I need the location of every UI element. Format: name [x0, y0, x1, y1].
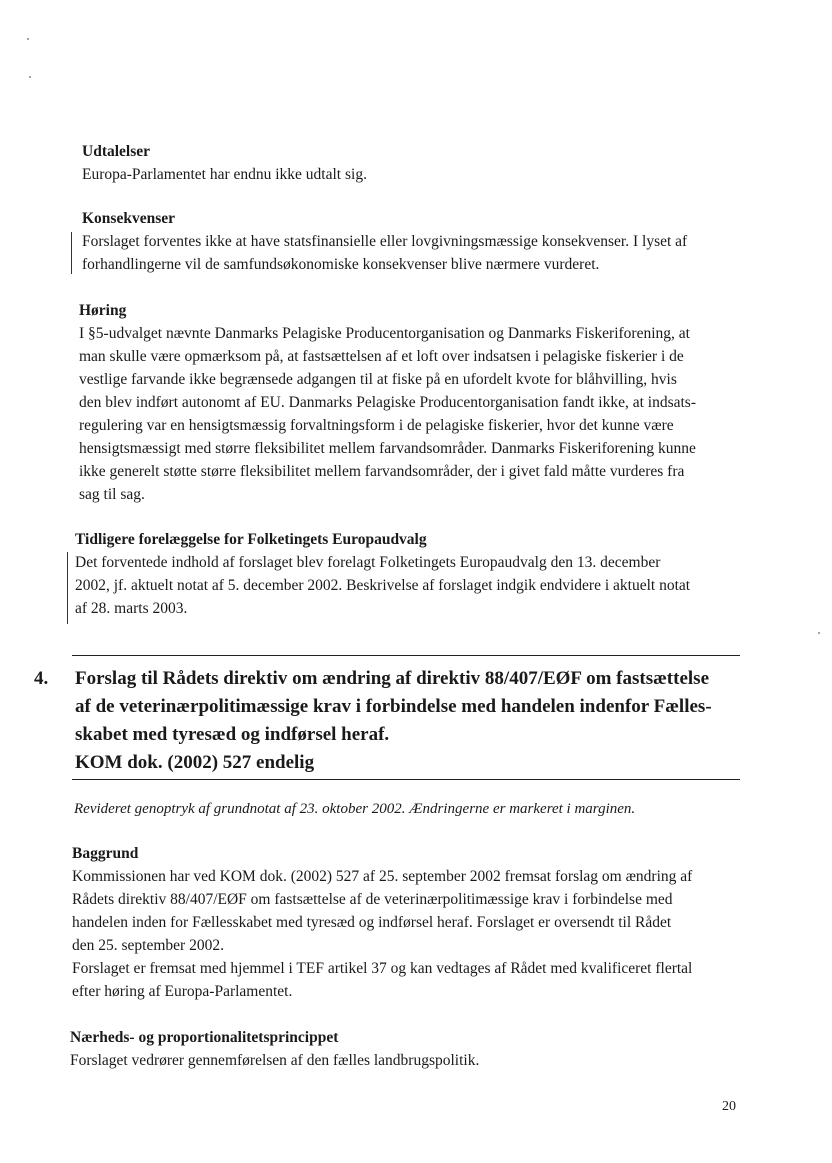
horing-line: hensigtsmæssigt med større fleksibilitet mellem farvandsområder. Danmarks Fiskeriforening kunne	[79, 440, 696, 457]
tidligere-line: Det forventede indhold af forslaget blev forelagt Folketingets Europaudvalg den 13. december	[75, 554, 661, 571]
baggrund-heading: Baggrund	[72, 845, 139, 862]
section-title	[75, 665, 712, 777]
scan-speck	[27, 38, 29, 40]
baggrund-line: handelen inden for Fællesskabet med tyresæd og indførsel heraf. Forslaget er oversendt til Rådet	[72, 914, 672, 931]
tidligere-section	[75, 529, 690, 620]
baggrund-line: efter høring af Europa-Parlamentet.	[72, 983, 293, 1000]
margin-change-bar	[71, 232, 72, 274]
udtalelser-heading: Udtalelser	[82, 143, 151, 160]
konsekvenser-line: forhandlingerne vil de samfundsøkonomiske konsekvenser blive nærmere vurderet.	[82, 256, 600, 273]
naerhed-section	[70, 1027, 479, 1072]
section-title-line: Forslag til Rådets direktiv om ændring af direktiv 88/407/EØF om fastsættelse	[75, 668, 710, 689]
baggrund-section	[72, 843, 692, 1003]
section-rule-bottom	[72, 779, 740, 780]
section-rule-top	[72, 655, 740, 656]
konsekvenser-heading: Konsekvenser	[82, 210, 175, 227]
konsekvenser-line: Forslaget forventes ikke at have statsfinansielle eller lovgivningsmæssige konsekvenser. I lyset af	[82, 233, 688, 250]
udtalelser-section	[82, 141, 367, 186]
tidligere-line: 2002, jf. aktuelt notat af 5. december 2002. Beskrivelse af forslaget indgik endvidere i aktuelt notat	[75, 577, 691, 594]
horing-line: ikke generelt støtte større fleksibilitet mellem farvandsområder, der i givet fald måtte vurderes fra	[79, 463, 685, 480]
horing-line: I §5-udvalget nævnte Danmarks Pelagiske Producentorganisation og Danmarks Fiskeriforening, at	[79, 325, 690, 342]
naerhed-heading: Nærheds- og proportionalitetsprincippet	[70, 1029, 339, 1046]
horing-line: vestlige farvande ikke begrænsede adgangen til at fiske på en ufordelt kvote for blåhvilling, hvis	[79, 371, 677, 388]
baggrund-line: den 25. september 2002.	[72, 937, 224, 954]
scan-speck	[29, 76, 31, 78]
udtalelser-line: Europa-Parlamentet har endnu ikke udtalt sig.	[82, 166, 367, 183]
baggrund-line: Kommissionen har ved KOM dok. (2002) 527 af 25. september 2002 fremsat forslag om ændring af	[72, 868, 693, 885]
revision-note: Revideret genoptryk af grundnotat af 23. oktober 2002. Ændringerne er markeret i marginen.	[74, 801, 636, 817]
scan-speck	[818, 632, 820, 634]
naerhed-line: Forslaget vedrører gennemførelsen af den fælles landbrugspolitik.	[70, 1052, 480, 1069]
section-title-line: skabet med tyresæd og indførsel heraf.	[75, 724, 390, 745]
page-number: 20	[722, 1099, 736, 1114]
tidligere-line: af 28. marts 2003.	[75, 600, 188, 617]
baggrund-line: Rådets direktiv 88/407/EØF om fastsættelse af de veterinærpolitimæssige krav i forbindelse med	[72, 891, 673, 908]
section-number: 4.	[34, 668, 49, 689]
baggrund-line: Forslaget er fremsat med hjemmel i TEF artikel 37 og kan vedtages af Rådet med kvalificeret flertal	[72, 960, 693, 977]
margin-change-bar	[67, 552, 68, 624]
horing-section	[79, 300, 696, 506]
horing-line: den blev indført autonomt af EU. Danmarks Pelagiske Producentorganisation fandt ikke, at indsats-	[79, 394, 696, 411]
section-title-line: af de veterinærpolitimæssige krav i forbindelse med handelen indenfor Fælles-	[75, 696, 712, 717]
horing-line: sag til sag.	[79, 486, 145, 503]
section-title-line: KOM dok. (2002) 527 endelig	[75, 752, 315, 773]
horing-line: regulering var en hensigtsmæssig forvaltningsform i de pelagiske fiskerier, hvor det kunne være	[79, 417, 674, 434]
konsekvenser-section	[82, 208, 687, 276]
tidligere-heading: Tidligere forelæggelse for Folketingets Europaudvalg	[75, 531, 427, 548]
horing-heading: Høring	[79, 302, 127, 319]
horing-line: man skulle være opmærksom på, at fastsættelsen af et loft over indsatsen i pelagiske fiskerier i de	[79, 348, 684, 365]
